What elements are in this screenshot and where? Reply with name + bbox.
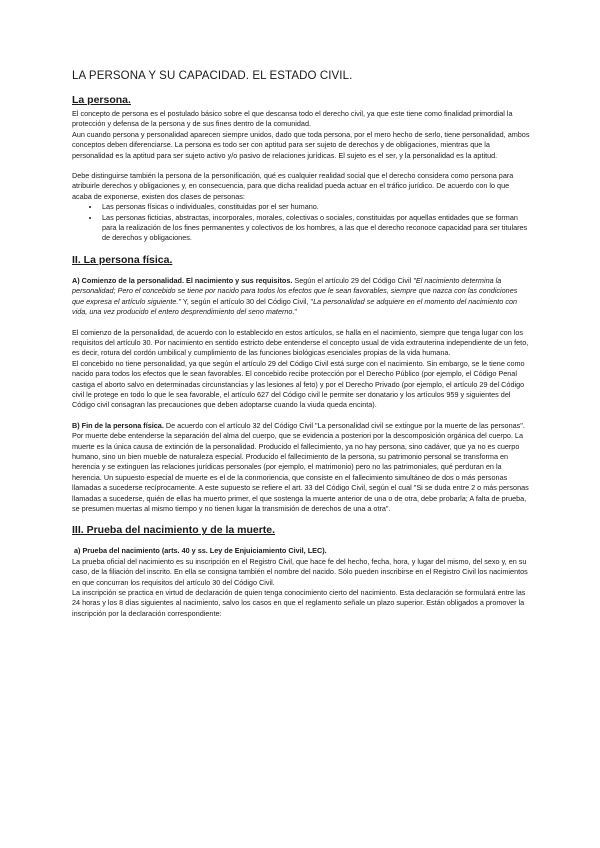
- paragraph-persona-personalidad: Aun cuando persona y personalidad aparecen siempre unidos, dado que toda persona, por el mero hecho de serlo, tiene personalidad, ambos conceptos deben diferenciarse. La persona es todo ser con aptitud para ser sujeto de derechos y de obligaciones, mientras que la personalidad es la aptitud para ser sujeto activo y/o pasivo de relaciones jurídicas. El sujeto es el ser, y la personalidad es la aptitud.: [72, 129, 530, 160]
- text-span: De acuerdo con el artículo 32 del Código Civil "La personalidad civil se extingue por la muerte de las personas". Por muerte debe entenderse la separación del alma del cuerpo, que se evidencia a posteriori por la descomposición orgánica del cuerpo. La muerte es la única causa de extinción de la personalidad. Producido el fallecimiento, ya no hay persona, sino cadáver, que ya no es cuerpo humano, sino un bien mueble de naturaleza especial. Producido el fallecimiento de la persona, su patrimonio personal se transforma en herencia y se extinguen las relaciones jurídicas personales (por ejemplo, el matrimonio) pero no las patrimoniales, qué perduran en la herencia. Un supuesto especial de muerte es el de la conmoriencia, que consiste en el fallecimiento simultáneo de dos o más personas llamadas a sucederse recíprocamente. A este supuesto se refiere el art. 33 del Código Civil, según el cual "Si se duda entre 2 o más personas llamadas a sucederse, quién de ellas ha muerto primer, el que sostenga la muerte anterior de una o de otra, debe probarla; A falta de prueba, se presumen muertas al mismo tiempo y no tienen lugar la transmisión de derechos de una a otra".: [72, 420, 529, 513]
- paragraph-comienzo-personalidad: [72, 276, 530, 318]
- list-item: • Las personas ficticias, abstractas, incorporales, morales, colectivas o sociales, constituidas por aquellas entidades que se forman para la realización de los fines permanentes y colectivos de los hombres, a las que el derecho reconoce capacidad para ser titulares de derechos y obligaciones.: [100, 213, 530, 244]
- heading-prueba: III. Prueba del nacimiento y de la muerte.: [72, 524, 276, 537]
- paragraph-prueba-oficial: La prueba oficial del nacimiento es su inscripción en el Registro Civil, que hace fe del hecho, fecha, hora, y lugar del mismo, del sexo y, en su caso, de la filiación del inscrito. En ella se consigna también el nombre del nacido. Sólo pueden inscribirse en el Registro Civil los nacimientos en que concurran los requisitos del artículo 30 del Código Civil.: [72, 556, 528, 587]
- subheading-fin: B) Fin de la persona física.: [72, 420, 164, 430]
- document-page: [72, 70, 530, 619]
- paragraph-persona-concepto: El concepto de persona es el postulado básico sobre el que descansa todo el derecho civil, ya que este tiene como finalidad primordial la protección y defensa de la persona y de sus fines dentro de la comunidad.: [72, 109, 513, 129]
- paragraph-fin-persona: [72, 421, 530, 515]
- paragraph-comienzo: El comienzo de la personalidad, de acuerdo con lo establecido en estos artículos, se halla en el nacimiento, siempre que tenga lugar con los requisitos del artículo 30. Por nacimiento en sentido estricto debe entenderse el concepto usual de vida extrauterina independiente de un feto, es decir, rotura del cordón umbilical y cumplimiento de las funciones biológicas esenciales propias de la vida humana.: [72, 327, 529, 358]
- quote-articulo-29: "El nacimiento determina la personalidad; Pero el concebido se tiene por nacido para todos los efectos que le sean favorables, siempre que nazca con las condiciones que expresa el artículo siguiente.": [72, 275, 518, 306]
- subheading-prueba-nacimiento: a) Prueba del nacimiento (arts. 40 y ss. Ley de Enjuiciamiento Civil, LEC).: [74, 546, 327, 556]
- subheading-prueba-nacimiento-wrap: [72, 546, 530, 556]
- text-span: Según el artículo 29 del Código Civil: [292, 275, 414, 285]
- list-item: • Las personas físicas o individuales, constituidas por el ser humano.: [100, 202, 530, 212]
- paragraph-inscripcion: La inscripción se practica en virtud de declaración de quien tenga conocimiento cierto del nacimiento. Esta declaración se formulará entre las 24 horas y los 8 días siguientes al nacimiento, salvo los casos en que el reglamento señale un plazo superior. Están obligados a promover la inscripción por la declaración correspondiente:: [72, 588, 526, 618]
- subheading-comienzo: A) Comienzo de la personalidad. El nacimiento y sus requisitos.: [72, 275, 293, 285]
- quote-articulo-30: La personalidad se adquiere en el momento del nacimiento con vida, una vez producido el entero desprendimiento del seno materno.: [72, 296, 518, 317]
- document-title: LA PERSONA Y SU CAPACIDAD. EL ESTADO CIVIL.: [72, 70, 353, 82]
- text-span: Y, según el artículo 30 del Código Civil, ": [180, 296, 314, 306]
- persona-types-list: [72, 202, 530, 244]
- paragraph-personificacion: Debe distinguirse también la persona de la personificación, qué es cualquier realidad social que el derecho considera como persona para atribuirle derechos y obligaciones y, en consecuencia, para que dicha realidad pueda actuar en el tráfico jurídico. De acuerdo con lo que acaba de exponerse, existen dos clases de personas:: [72, 171, 514, 201]
- heading-persona-fisica: II. La persona física.: [72, 253, 173, 266]
- paragraph-concebido: El concebido no tiene personalidad, ya que según el artículo 29 del Código Civil está surge con el nacimiento. Sin embargo, se le tiene como nacido para todos los efectos que le sean favorables. El concebido recibe protección por el Derecho Público (por ejemplo, el Código Penal castiga el aborto salvo en determinadas circunstancias y las lesiones al feto) y por el Derecho Privado (por ejemplo, el artículo 29 del Código civil le protege en todo lo que le sea favorable, el artículo 627 del Código civil le permite ser donatario y los artículos 959 y siguientes del Código civil consagran las precauciones que deben adoptarse cuando la viuda queda encinta).: [72, 358, 525, 410]
- text-span: ": [294, 307, 298, 317]
- heading-persona: La persona.: [72, 94, 131, 106]
